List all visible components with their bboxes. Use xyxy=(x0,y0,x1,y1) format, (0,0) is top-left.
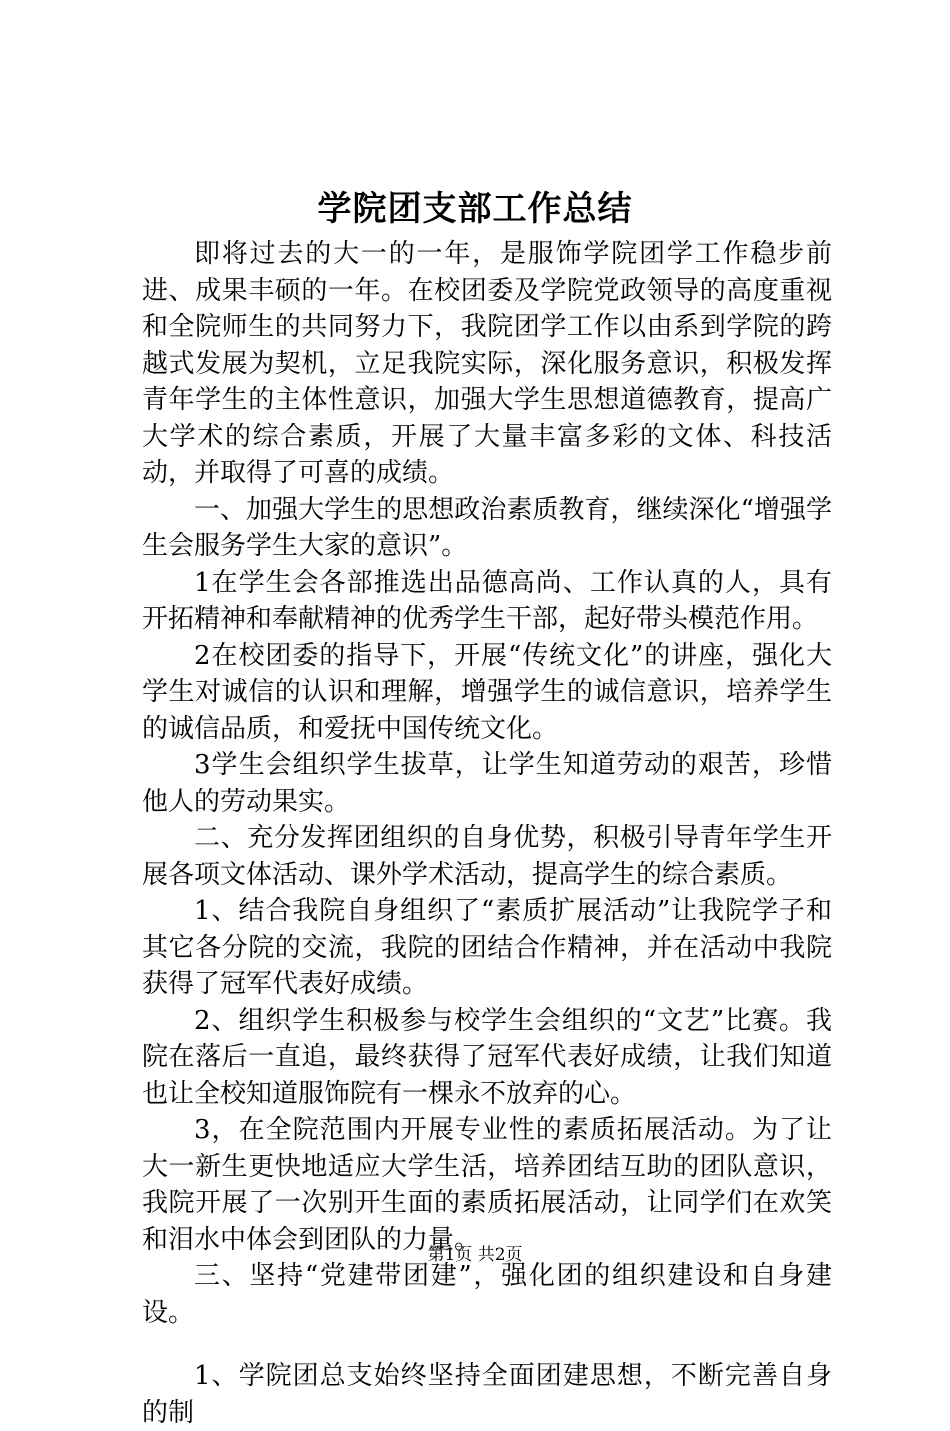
paragraph: 三、坚持“党建带团建”，强化团的组织建设和自身建设。 xyxy=(142,1261,832,1328)
paragraph: 1在学生会各部推选出品德高尚、工作认真的人，具有开拓精神和奉献精神的优秀学生干部，起好带头模范作用。 xyxy=(142,567,832,634)
paragraph: 2、组织学生积极参与校学生会组织的“文艺”比赛。我院在落后一直追，最终获得了冠军代表好成绩，让我们知道也让全校知道服饰院有一棵永不放弃的心。 xyxy=(142,1005,832,1109)
page-number-footer: 第1页 共2页 xyxy=(427,1245,523,1265)
document-title: 学院团支部工作总结 xyxy=(317,189,633,229)
paragraph: 3，在全院范围内开展专业性的素质拓展活动。为了让大一新生更快地适应大学生活，培养团结互助的团队意识，我院开展了一次别开生面的素质拓展活动，让同学们在欢笑和泪水中体会到团队的力量。 xyxy=(142,1115,832,1255)
paragraph: 一、加强大学生的思想政治素质教育，继续深化“增强学生会服务学生大家的意识”。 xyxy=(142,494,832,561)
paragraph: 3学生会组织学生拔草，让学生知道劳动的艰苦，珍惜他人的劳动果实。 xyxy=(142,750,832,817)
paragraph: 即将过去的大一的一年，是服饰学院团学工作稳步前进、成果丰硕的一年。在校团委及学院党政领导的高度重视和全院师生的共同努力下，我院团学工作以由系到学院的跨越式发展为契机，立足我院实际，深化服务意识，积极发挥青年学生的主体性意识，加强大学生思想道德教育，提高广大学术的综合素质，开展了大量丰富多彩的文体、科技活动，并取得了可喜的成绩。 xyxy=(142,239,832,488)
paragraph: 2在校团委的指导下，开展“传统文化”的讲座，强化大学生对诚信的认识和理解，增强学生的诚信意识，培养学生的诚信品质，和爱抚中国传统文化。 xyxy=(142,640,832,744)
paragraph: 二、充分发挥团组织的自身优势，积极引导青年学生开展各项文体活动、课外学术活动，提高学生的综合素质。 xyxy=(142,823,832,890)
paragraph: 1、结合我院自身组织了“素质扩展活动”让我院学子和其它各分院的交流，我院的团结合作精神，并在活动中我院获得了冠军代表好成绩。 xyxy=(142,896,832,999)
paragraph: 1、学院团总支始终坚持全面团建思想，不断完善自身的制 xyxy=(142,1361,832,1428)
